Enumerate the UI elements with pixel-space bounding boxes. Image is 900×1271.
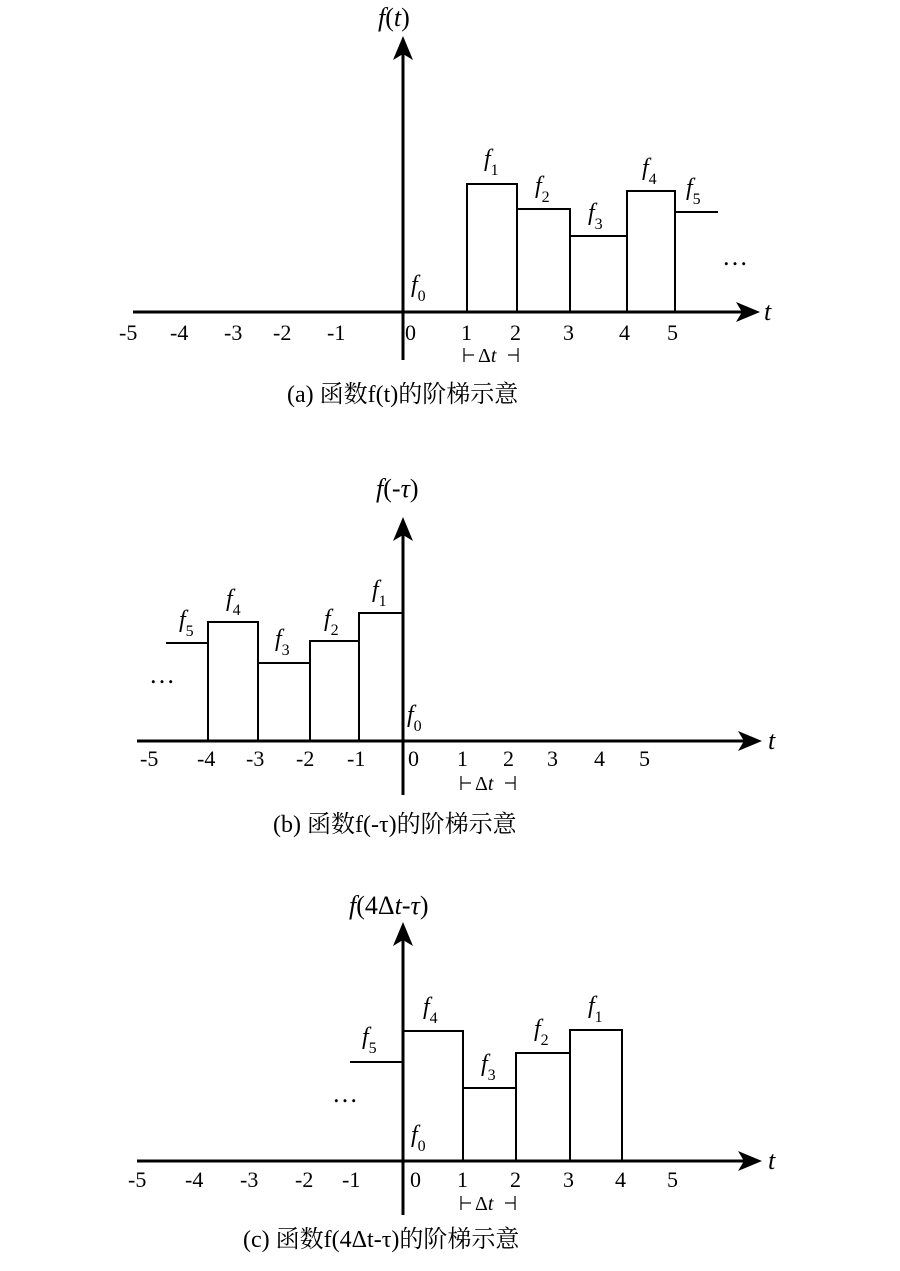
step-outline	[403, 1030, 622, 1161]
tick-labels	[140, 746, 650, 771]
x-axis-label: t	[768, 1146, 776, 1175]
tick-label: -3	[240, 1167, 259, 1192]
tick-label: 5	[639, 746, 650, 771]
y-axis-label: f(-τ)	[376, 474, 419, 503]
tick-label: -1	[342, 1167, 361, 1192]
step-label-f3: $f_3$	[481, 1051, 496, 1084]
tick-label: 1	[457, 1167, 468, 1192]
ellipsis: …	[149, 660, 175, 689]
tick-label: -2	[273, 320, 292, 345]
tick-label: -3	[224, 320, 243, 345]
delta-t-label: Δt	[475, 1193, 494, 1215]
tick-label: 4	[594, 746, 605, 771]
tick-label: 1	[461, 320, 472, 345]
tick-label: -5	[140, 746, 159, 771]
step-label-f5: $f_5$	[179, 607, 194, 640]
step-label-f3: $f_3$	[588, 200, 603, 233]
delta-t-label: Δt	[478, 345, 497, 367]
delta-t-marker	[461, 1193, 515, 1215]
panel-c	[128, 891, 776, 1253]
ellipsis: …	[722, 242, 748, 271]
y-axis-label: f(t)	[378, 3, 410, 32]
step-label-f2: $f_2$	[534, 1016, 549, 1049]
tick-label: -4	[197, 746, 216, 771]
tick-label: 0	[408, 746, 419, 771]
tick-label: -2	[296, 746, 315, 771]
tick-label: 2	[510, 1167, 521, 1192]
tick-label: -5	[119, 320, 138, 345]
step-label-f1: $f_1$	[588, 993, 603, 1026]
step-label-f2: $f_2$	[535, 173, 550, 206]
tick-label: -1	[347, 746, 366, 771]
delta-t-marker	[461, 773, 515, 795]
step-label-f2: $f_2$	[324, 606, 339, 639]
tick-label: 2	[510, 320, 521, 345]
tick-label: 2	[503, 746, 514, 771]
panel-b	[137, 474, 776, 838]
ellipsis: …	[332, 1079, 358, 1108]
tick-label: -4	[185, 1167, 204, 1192]
step-label-f4: $f_4$	[423, 994, 438, 1027]
tick-label: 4	[619, 320, 630, 345]
step-label-f4: $f_4$	[226, 586, 241, 619]
panel-a	[119, 3, 772, 408]
step-label-f1: $f_1$	[372, 577, 387, 610]
delta-t-marker	[464, 345, 518, 367]
step-label-f1: $f_1$	[484, 146, 499, 179]
tick-label: -1	[327, 320, 346, 345]
tick-label: 5	[667, 320, 678, 345]
caption-b: (b) 函数f(-τ)的阶梯示意	[273, 812, 517, 838]
tick-label: 1	[457, 746, 468, 771]
tick-label: 3	[547, 746, 558, 771]
origin-label-f0: $f_0$	[411, 1122, 426, 1155]
tick-label: -4	[170, 320, 189, 345]
caption-a: (a) 函数f(t)的阶梯示意	[287, 382, 519, 408]
tick-label: -2	[295, 1167, 314, 1192]
step-label-f5: $f_5$	[362, 1024, 377, 1057]
tick-label: 5	[667, 1167, 678, 1192]
step-label-f5: $f_5$	[686, 175, 701, 208]
tick-label: 0	[405, 320, 416, 345]
origin-label-f0: $f_0$	[411, 272, 426, 305]
x-axis-label: t	[764, 297, 772, 326]
caption-c: (c) 函数f(4Δt-τ)的阶梯示意	[243, 1227, 520, 1253]
x-axis-label: t	[768, 726, 776, 755]
tick-label: 3	[563, 1167, 574, 1192]
tick-label: 4	[615, 1167, 626, 1192]
tick-labels	[119, 320, 678, 345]
delta-t-label: Δt	[475, 773, 494, 795]
tick-label: 3	[563, 320, 574, 345]
tick-label: -3	[246, 746, 265, 771]
origin-label-f0: $f_0$	[407, 702, 422, 735]
y-axis-label: f(4Δt-τ)	[349, 891, 429, 920]
tick-label: 0	[410, 1167, 421, 1192]
step-label-f3: $f_3$	[275, 626, 290, 659]
step-label-f4: $f_4$	[642, 155, 657, 188]
tick-label: -5	[128, 1167, 147, 1192]
